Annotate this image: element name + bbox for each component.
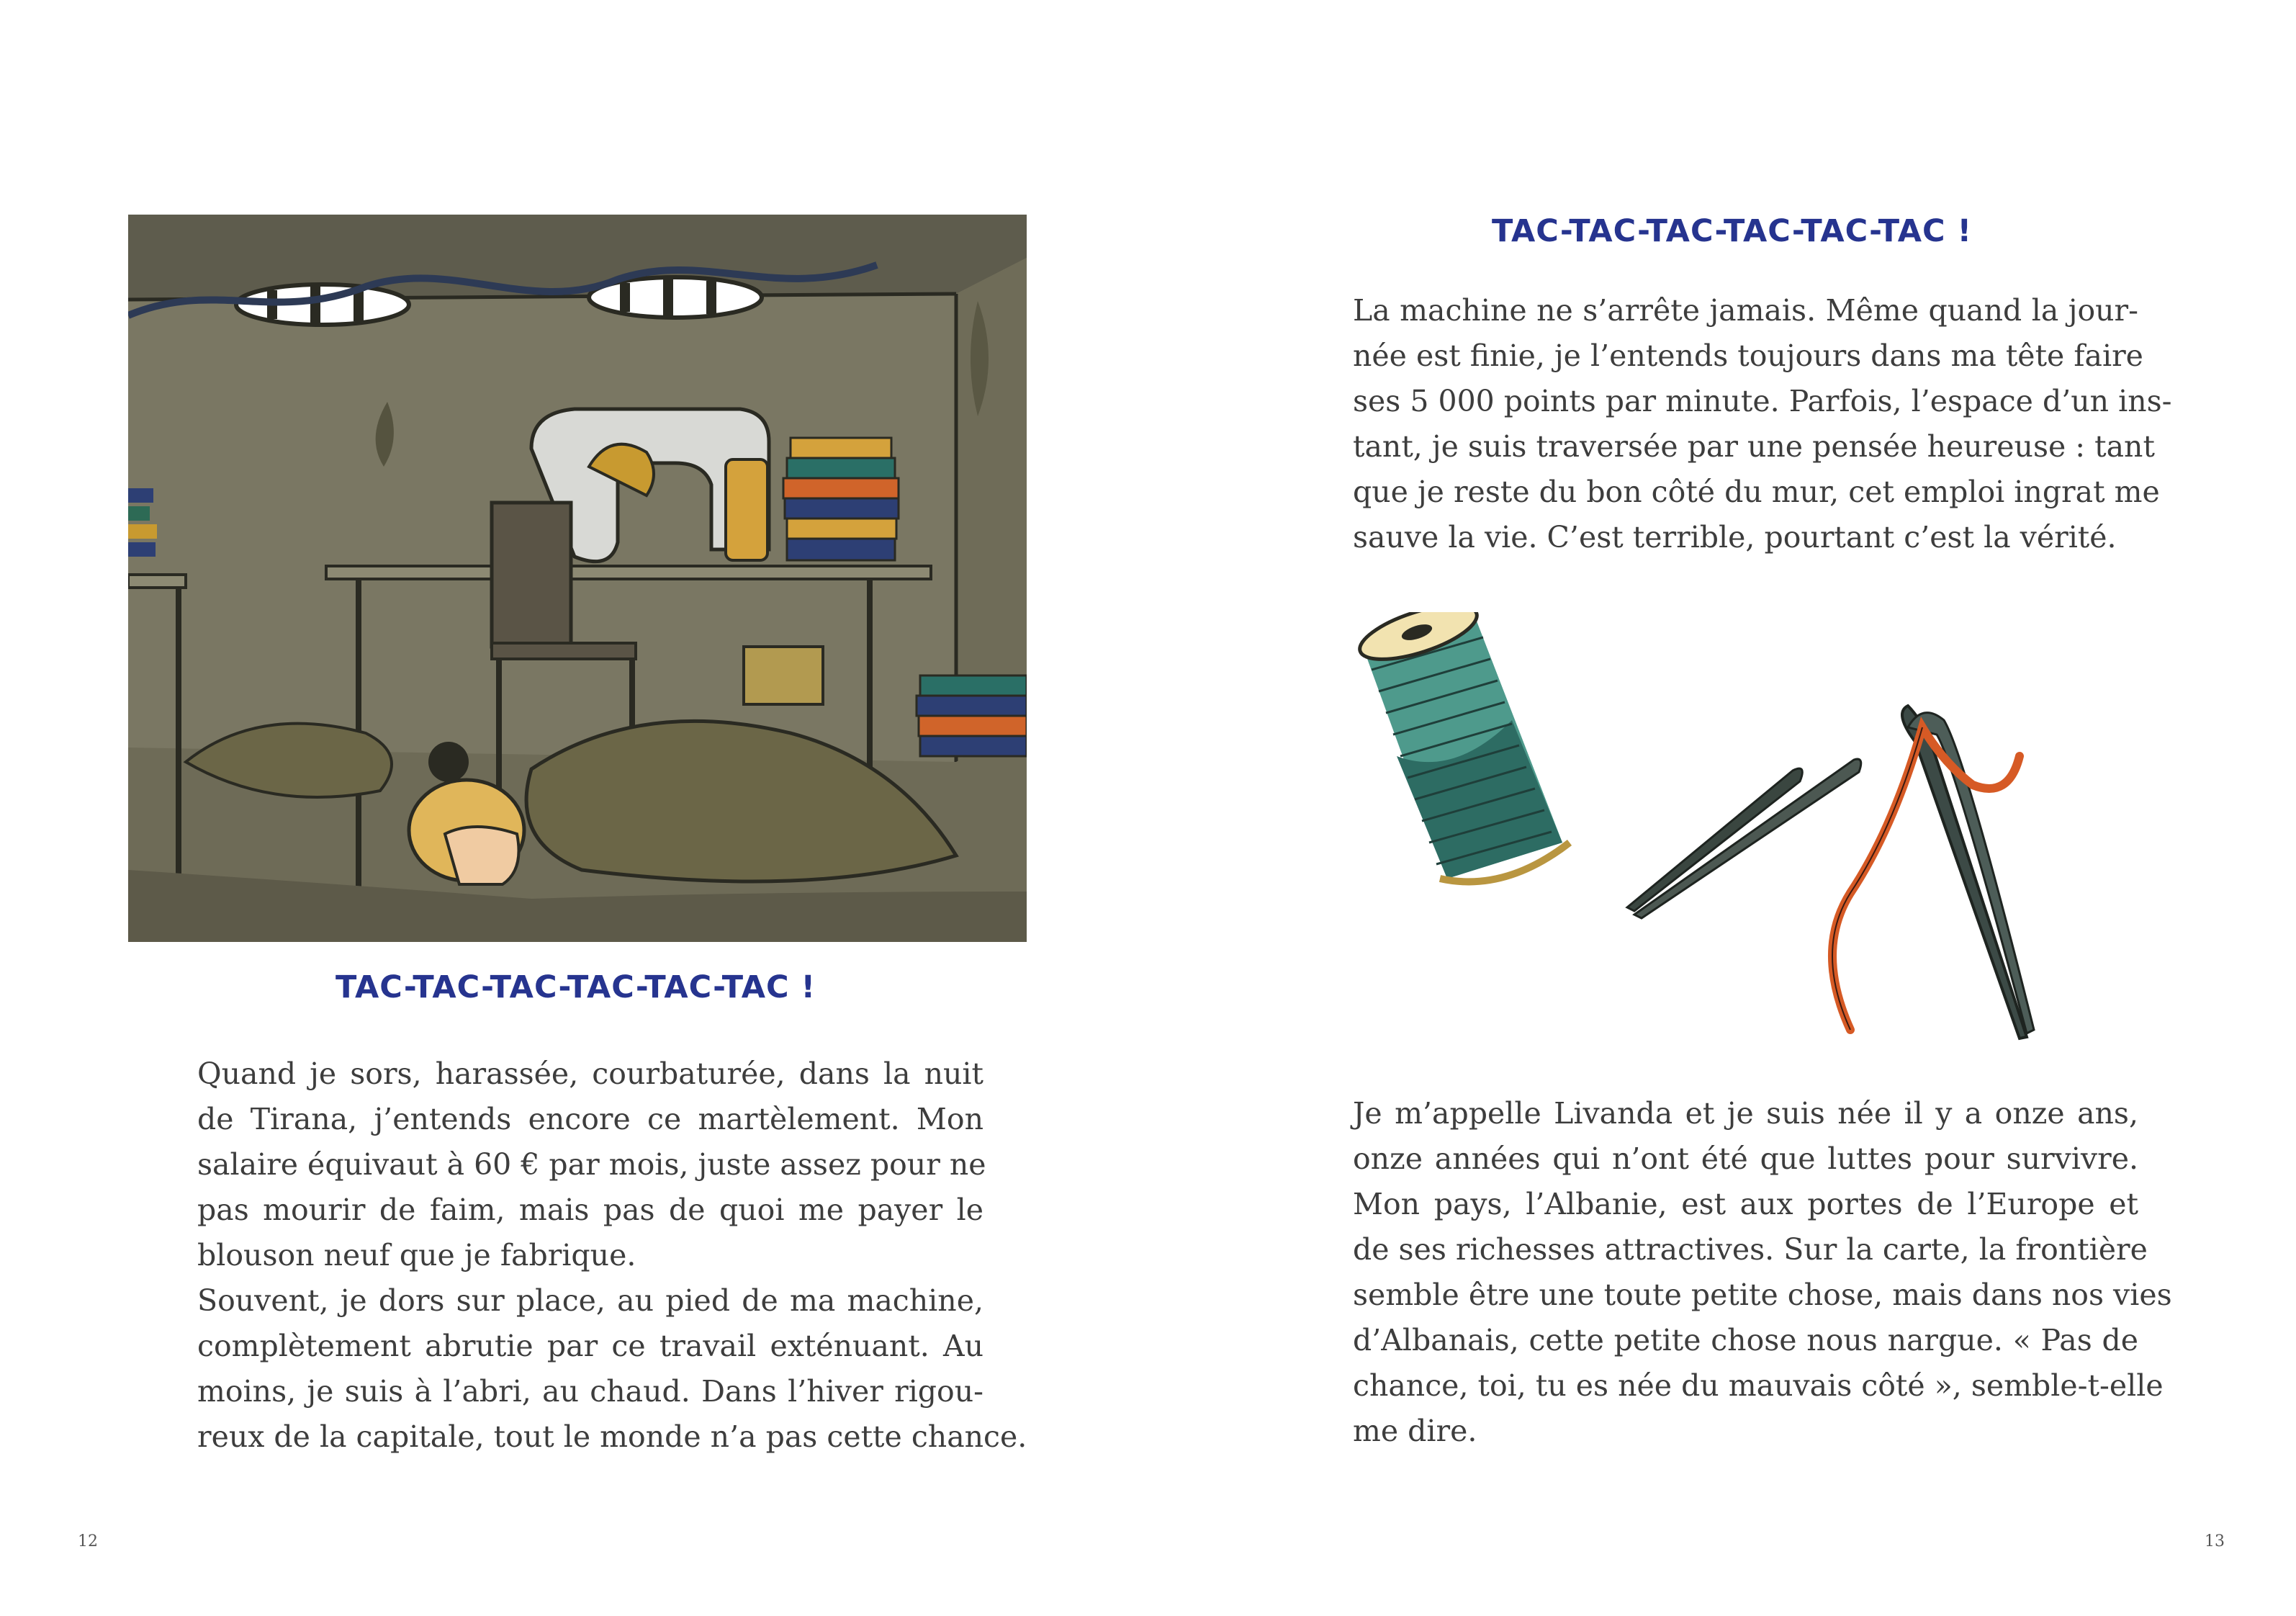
section-heading: TAC-TAC-TAC-TAC-TAC-TAC ! [336,969,816,1005]
text-line: née est finie, je l’entends toujours dans ma tête faire [1353,338,2143,373]
section-heading: TAC-TAC-TAC-TAC-TAC-TAC ! [1492,213,1973,249]
spool-and-needles-illustration [1346,612,2095,1073]
text-line: sauve la vie. C’est terrible, pourtant c’est la vérité. [1353,520,2117,555]
text-line: chance, toi, tu es née du mauvais côté », semble-t-elle [1353,1368,2164,1403]
text-line: de ses richesses attractives. Sur la carte, la frontière [1353,1232,2148,1267]
text-line: Je m’appelle Livanda et je suis née il y a onze ans, [1353,1096,2138,1131]
text-line: semble être une toute petite chose, mais dans nos vies [1353,1278,2172,1312]
threaded-needle-icon [1832,706,2034,1038]
text-line: de Tirana, j’entends encore ce martèlement. Mon [197,1102,983,1136]
text-line: d’Albanais, cette petite chose nous nargue. « Pas de [1353,1323,2138,1357]
body-text-right-top [1327,288,2172,560]
paragraph [1327,1091,2172,1454]
needle-icon [1627,759,1861,918]
body-text-right-bottom [1327,1091,2172,1454]
text-line: que je reste du bon côté du mur, cet emploi ingrat me [1353,475,2160,509]
thread-spool-icon [1354,612,1570,881]
text-line: complètement abrutie par ce travail exténuant. Au [197,1329,983,1363]
text-line: Quand je sors, harassée, courbaturée, dans la nuit [197,1056,983,1091]
page-number: 12 [78,1532,98,1550]
text-line: Mon pays, l’Albanie, est aux portes de l’Europe et [1353,1187,2138,1221]
text-line: blouson neuf que je fabrique. [197,1238,636,1272]
text-line: me dire. [1353,1414,1477,1448]
text-line: salaire équivaut à 60 € par mois, juste assez pour ne [197,1147,986,1182]
text-line: La machine ne s’arrête jamais. Même quand la jour- [1353,293,2138,328]
page-number: 13 [2205,1532,2225,1550]
text-line: tant, je suis traversée par une pensée heureuse : tant [1353,429,2155,464]
text-line: pas mourir de faim, mais pas de quoi me payer le [197,1193,983,1227]
text-line: onze années qui n’ont été que luttes pour survivre. [1353,1141,2138,1176]
text-line: ses 5 000 points par minute. Parfois, l’espace d’un ins- [1353,384,2172,418]
text-line: reux de la capitale, tout le monde n’a pas cette chance. [197,1419,1027,1454]
paragraph [1327,288,2172,560]
text-line: Souvent, je dors sur place, au pied de ma machine, [197,1283,983,1318]
text-line: moins, je suis à l’abri, au chaud. Dans l’hiver rigou- [197,1374,983,1409]
